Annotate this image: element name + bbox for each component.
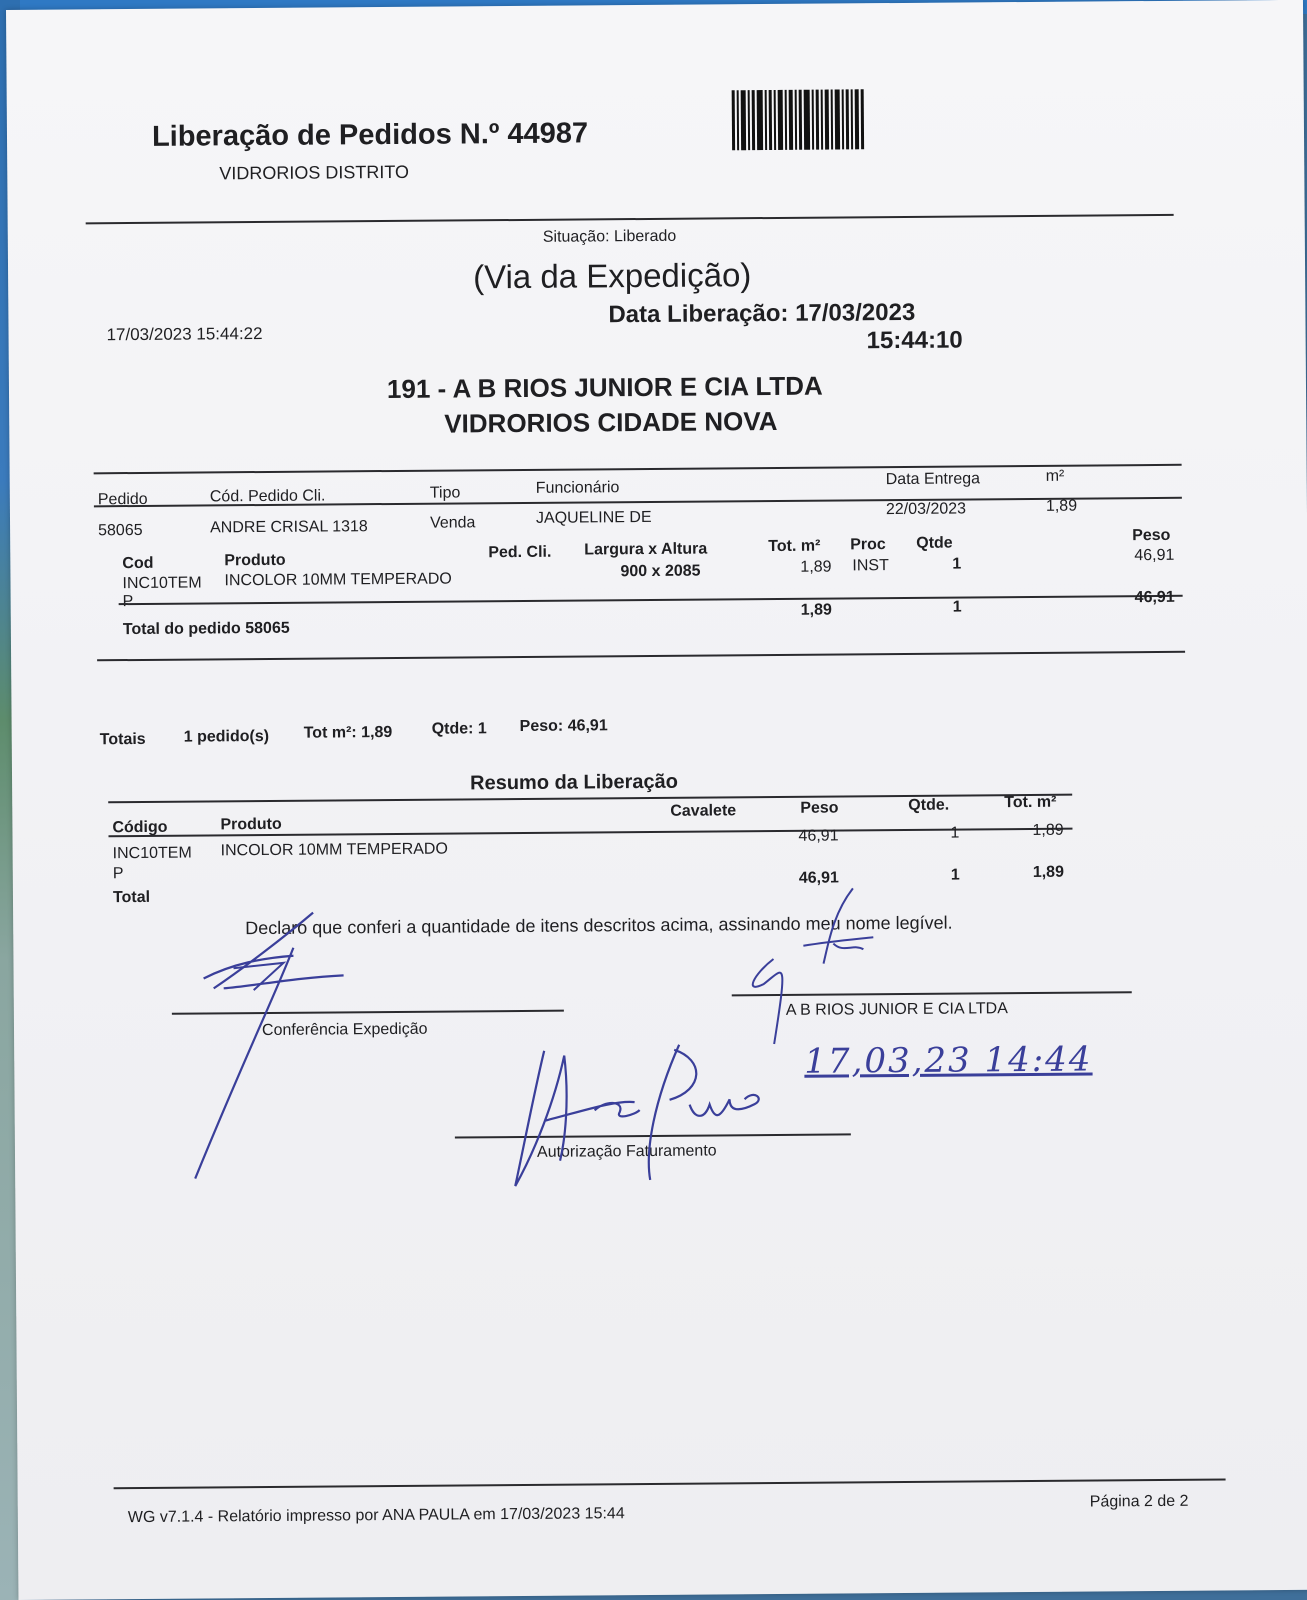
resumo-produto: INCOLOR 10MM TEMPERADO	[220, 840, 448, 860]
col-m2: m²	[1045, 467, 1065, 485]
col-cod-pedido-cli: Cód. Pedido Cli.	[209, 487, 326, 506]
totals-pedidos: 1 pedido(s)	[183, 727, 270, 746]
totals-qtde: Qtde: 1	[431, 720, 487, 738]
ana-paula-signature	[504, 1039, 775, 1191]
item-bottom-line	[119, 595, 1183, 605]
item-proc: INST	[852, 557, 889, 575]
resumo-total-tot-m2: 1,89	[1032, 863, 1065, 881]
resumo-peso: 46,91	[798, 827, 839, 845]
footer-printed-by: WG v7.1.4 - Relatório impresso por ANA PAULA em 17/03/2023 15:44	[127, 1505, 625, 1527]
declaration-text: Declaro que conferi a quantidade de itens descritos acima, assinando meu nome legível.	[245, 912, 953, 939]
order-tipo: Venda	[429, 514, 476, 532]
data-liberacao: Data Liberação: 17/03/2023	[608, 298, 916, 329]
resumo-col-produto: Produto	[220, 815, 282, 834]
col-data-entrega: Data Entrega	[885, 470, 981, 489]
resumo-col-qtde: Qtde.	[908, 796, 950, 814]
data-liberacao-time: 15:44:10	[866, 326, 963, 355]
resumo-total-label: Total	[112, 888, 151, 907]
header-divider	[86, 214, 1174, 225]
item-qtde: 1	[952, 555, 962, 573]
col-funcionario: Funcionário	[535, 479, 620, 497]
item-produto: INCOLOR 10MM TEMPERADO	[224, 570, 452, 590]
item-col-qtde: Qtde	[916, 534, 953, 552]
via-title: (Via da Expedição)	[472, 256, 752, 296]
footer-page: Página 2 de 2	[1089, 1492, 1189, 1511]
cliente-line	[732, 991, 1132, 996]
conferencia-signature	[173, 907, 375, 1189]
barcode	[732, 89, 866, 150]
resumo-codigo: INC10TEM	[112, 844, 192, 863]
item-col-ped-cli: Ped. Cli.	[488, 543, 552, 562]
order-data-entrega: 22/03/2023	[885, 500, 967, 519]
item-col-proc: Proc	[850, 536, 886, 554]
resumo-qtde: 1	[950, 824, 960, 842]
order-total-peso: 46,91	[1134, 588, 1175, 607]
item-col-produto: Produto	[224, 551, 286, 570]
resumo-title: Resumo da Liberação	[470, 770, 679, 795]
col-tipo: Tipo	[429, 484, 461, 502]
company-name: VIDRORIOS DISTRITO	[219, 161, 410, 184]
item-tot-m2: 1,89	[800, 558, 832, 576]
cliente-label: A B RIOS JUNIOR E CIA LTDA	[785, 1000, 1008, 1019]
order-cod-pedido-cli: ANDRE CRISAL 1318	[210, 518, 368, 537]
order-funcionario: JAQUELINE DE	[535, 508, 652, 527]
situacao-text: Situação: Liberado	[542, 227, 677, 246]
resumo-codigo-cont: P	[112, 865, 124, 883]
order-top-line	[94, 464, 1182, 474]
order-m2: 1,89	[1045, 497, 1078, 515]
item-col-tot-m2: Tot. m²	[768, 537, 821, 556]
autorizacao-line	[455, 1133, 851, 1138]
item-dimensions: 900 x 2085	[620, 562, 701, 581]
conferencia-label: Conferência Expedição	[261, 1020, 428, 1040]
order-total-m2: 1,89	[800, 601, 832, 619]
item-cod: INC10TEM	[122, 574, 202, 593]
item-col-peso: Peso	[1132, 526, 1171, 545]
resumo-total-qtde: 1	[950, 866, 960, 884]
resumo-col-cavalete: Cavalete	[670, 802, 737, 820]
totals-peso: Peso: 46,91	[519, 717, 608, 735]
client-store: VIDRORIOS CIDADE NOVA	[444, 405, 778, 439]
order-total-label: Total do pedido 58065	[122, 619, 290, 639]
resumo-col-tot-m2: Tot. m²	[1004, 793, 1057, 812]
item-col-largura-altura: Largura x Altura	[584, 540, 708, 559]
totals-tot-m2: Tot m²: 1,89	[303, 723, 393, 742]
item-col-cod: Cod	[122, 554, 154, 573]
document-title: Liberação de Pedidos N.º 44987	[151, 117, 589, 153]
resumo-tot-m2: 1,89	[1032, 821, 1064, 839]
autorizacao-label: Autorização Faturamento	[536, 1142, 717, 1161]
totals-label: Totais	[99, 730, 146, 749]
order-pedido: 58065	[98, 521, 143, 540]
col-pedido: Pedido	[97, 490, 148, 509]
resumo-col-codigo: Código	[112, 818, 168, 837]
printed-at: 17/03/2023 15:44:22	[106, 323, 263, 345]
handwritten-date: 17,03,23 14:44	[804, 1039, 1093, 1082]
client-name: 191 - A B RIOS JUNIOR E CIA LTDA	[386, 370, 823, 405]
item-cod-cont: P	[122, 593, 134, 611]
item-peso: 46,91	[1134, 546, 1175, 565]
resumo-col-peso: Peso	[800, 799, 839, 817]
document-page	[6, 0, 1307, 1600]
order-total-qtde: 1	[952, 598, 962, 616]
footer-line	[114, 1478, 1226, 1488]
resumo-total-peso: 46,91	[798, 869, 839, 887]
conferencia-line	[172, 1010, 564, 1015]
order-end-line	[97, 651, 1185, 662]
